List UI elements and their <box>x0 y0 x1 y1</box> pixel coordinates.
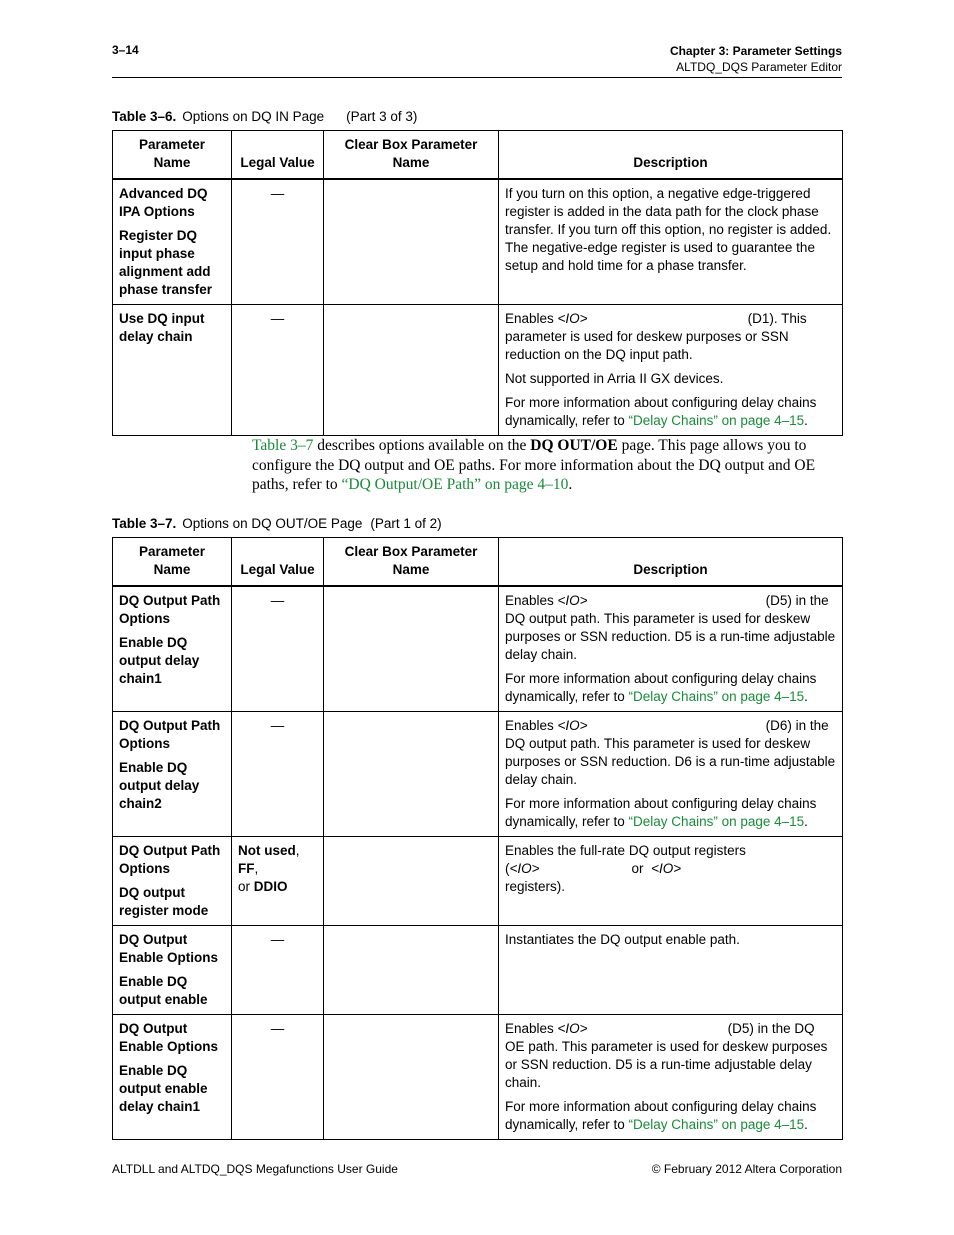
description-ref: For more information about configuring delay chains dynamically, refer to “Delay Chains” on page 4–15. <box>505 395 817 428</box>
param-cell <box>113 837 232 926</box>
table1-caption-part: (Part 3 of 3) <box>346 109 418 124</box>
description-cell <box>499 1015 843 1140</box>
description-ref: For more information about configuring delay chains dynamically, refer to “Delay Chains” on page 4–15. <box>505 671 817 704</box>
table1-header-param: Parameter Name <box>113 131 232 180</box>
description-note: Not supported in Arria II GX devices. <box>505 371 724 386</box>
table-3-7-link[interactable]: Table 3–7 <box>252 437 314 454</box>
param-group: DQ Output Path Options <box>119 718 221 751</box>
clearbox-cell <box>324 586 499 712</box>
table2 <box>112 537 843 1140</box>
table1-caption <box>112 109 417 124</box>
io-token: <IO> <box>651 861 682 876</box>
param-cell <box>113 1015 232 1140</box>
param-group: Advanced DQ IPA Options <box>119 186 208 219</box>
table-row <box>113 926 843 1015</box>
description-text: Enables the full-rate DQ output registers <box>505 843 746 858</box>
table2-header-legal: Legal Value <box>232 538 324 587</box>
table2-header-param: Parameter Name <box>113 538 232 587</box>
chapter-title: Chapter 3: Parameter Settings <box>669 44 842 58</box>
table1-header-desc: Description <box>499 131 843 180</box>
running-header <box>670 43 842 75</box>
description-text: Enables <IO> (D5) in the DQ OE path. This parameter is used for deskew purposes or SSN reduction. D5 is a run-time adjustable delay chain. <box>505 1021 828 1090</box>
table2-header-clearbox: Clear Box Parameter Name <box>324 538 499 587</box>
io-token: <IO> <box>557 718 588 733</box>
clearbox-cell <box>324 837 499 926</box>
delay-chains-link[interactable]: “Delay Chains” on page 4–15 <box>628 413 805 428</box>
legal-value: Not used, FF, or DDIO <box>232 837 324 926</box>
table2-caption-label: Table 3–7. <box>112 516 177 531</box>
description-cell <box>499 837 843 926</box>
description-ref: For more information about configuring delay chains dynamically, refer to “Delay Chains” on page 4–15. <box>505 1099 817 1132</box>
param-name: Enable DQ output enable delay chain1 <box>119 1063 208 1114</box>
io-token: <IO> <box>557 311 588 326</box>
delay-chains-link[interactable]: “Delay Chains” on page 4–15 <box>628 814 805 829</box>
param-name: Enable DQ output enable <box>119 974 208 1007</box>
io-token: <IO> <box>509 861 540 876</box>
description-text: Enables <IO> (D5) in the DQ output path. This parameter is used for deskew purposes or SSN reduction. D5 is a run-time adjustable delay chain. <box>505 593 836 662</box>
table1 <box>112 130 843 436</box>
clearbox-cell <box>324 305 499 436</box>
table-row <box>113 179 843 305</box>
param-name: Register DQ input phase alignment add phase transfer <box>119 228 213 297</box>
description-ref: For more information about configuring delay chains dynamically, refer to “Delay Chains” on page 4–15. <box>505 796 817 829</box>
legal-value: — <box>232 1015 324 1140</box>
description-cell: Instantiates the DQ output enable path. <box>499 926 843 1015</box>
description-text: Enables <IO> (D6) in the DQ output path. This parameter is used for deskew purposes or SSN reduction. D6 is a run-time adjustable delay chain. <box>505 718 836 787</box>
header-rule <box>112 77 842 78</box>
param-cell <box>113 926 232 1015</box>
description-text: If you turn on this option, a negative edge-triggered register is added in the data path for the clock phase transfer. If you turn off this option, no register is added. The negative-edge register is used to guarantee the setup and hold time for a phase transfer. <box>505 186 832 273</box>
legal-value: — <box>232 926 324 1015</box>
param-name: DQ output register mode <box>119 885 209 918</box>
param-group: DQ Output Path Options <box>119 593 221 626</box>
description-cell <box>499 179 843 305</box>
param-group: DQ Output Enable Options <box>119 1021 219 1054</box>
table2-caption-text: Options on DQ OUT/OE Page <box>182 516 363 531</box>
table-row <box>113 837 843 926</box>
table2-header-desc: Description <box>499 538 843 587</box>
table1-caption-text: Options on DQ IN Page <box>182 109 325 124</box>
legal-value: — <box>232 712 324 837</box>
description-cell <box>499 586 843 712</box>
table-row <box>113 586 843 712</box>
table2-caption <box>112 516 442 531</box>
clearbox-cell <box>324 926 499 1015</box>
io-token: <IO> <box>557 1021 588 1036</box>
description-text: Enables <IO> (D1). This parameter is used for deskew purposes or SSN reduction on the DQ input path. <box>505 311 807 362</box>
footer-guide-title: ALTDLL and ALTDQ_DQS Megafunctions User Guide <box>112 1162 398 1176</box>
table1-caption-label: Table 3–6. <box>112 109 177 124</box>
param-group: DQ Output Enable Options <box>119 932 219 965</box>
page-number: 3–14 <box>112 43 139 57</box>
table2-caption-part: (Part 1 of 2) <box>370 516 442 531</box>
clearbox-cell <box>324 1015 499 1140</box>
legal-value: — <box>232 586 324 712</box>
table1-header-legal: Legal Value <box>232 131 324 180</box>
body-paragraph: Table 3–7 describes options available on the DQ OUT/OE page. This page allows you to configure the DQ output and OE paths. For more information about the DQ output and OE paths, refer to “DQ Output/OE Path” on page 4–10. <box>252 437 816 493</box>
delay-chains-link[interactable]: “Delay Chains” on page 4–15 <box>628 689 805 704</box>
table-row <box>113 1015 843 1140</box>
dq-output-oe-path-link[interactable]: “DQ Output/OE Path” on page 4–10 <box>341 476 569 493</box>
param-name: Enable DQ output delay chain1 <box>119 635 200 686</box>
description-text: (<IO> or <IO> <box>505 861 682 876</box>
delay-chains-link[interactable]: “Delay Chains” on page 4–15 <box>628 1117 805 1132</box>
param-cell <box>113 179 232 305</box>
description-cell <box>499 712 843 837</box>
clearbox-cell <box>324 179 499 305</box>
dq-out-oe-label: DQ OUT/OE <box>530 437 618 454</box>
table1-header-clearbox: Clear Box Parameter Name <box>324 131 499 180</box>
legal-value: — <box>232 179 324 305</box>
io-token: <IO> <box>557 593 588 608</box>
table-row <box>113 305 843 436</box>
param-cell <box>113 712 232 837</box>
clearbox-cell <box>324 712 499 837</box>
param-name: Enable DQ output delay chain2 <box>119 760 200 811</box>
table-row <box>113 712 843 837</box>
footer-copyright: © February 2012 Altera Corporation <box>651 1162 842 1176</box>
description-text: registers). <box>505 879 566 894</box>
section-title: ALTDQ_DQS Parameter Editor <box>676 60 842 74</box>
param-cell <box>113 586 232 712</box>
param-group: DQ Output Path Options <box>119 843 221 876</box>
legal-value: — <box>232 305 324 436</box>
description-cell <box>499 305 843 436</box>
param-name: Use DQ input delay chain <box>119 311 205 344</box>
param-cell <box>113 305 232 436</box>
